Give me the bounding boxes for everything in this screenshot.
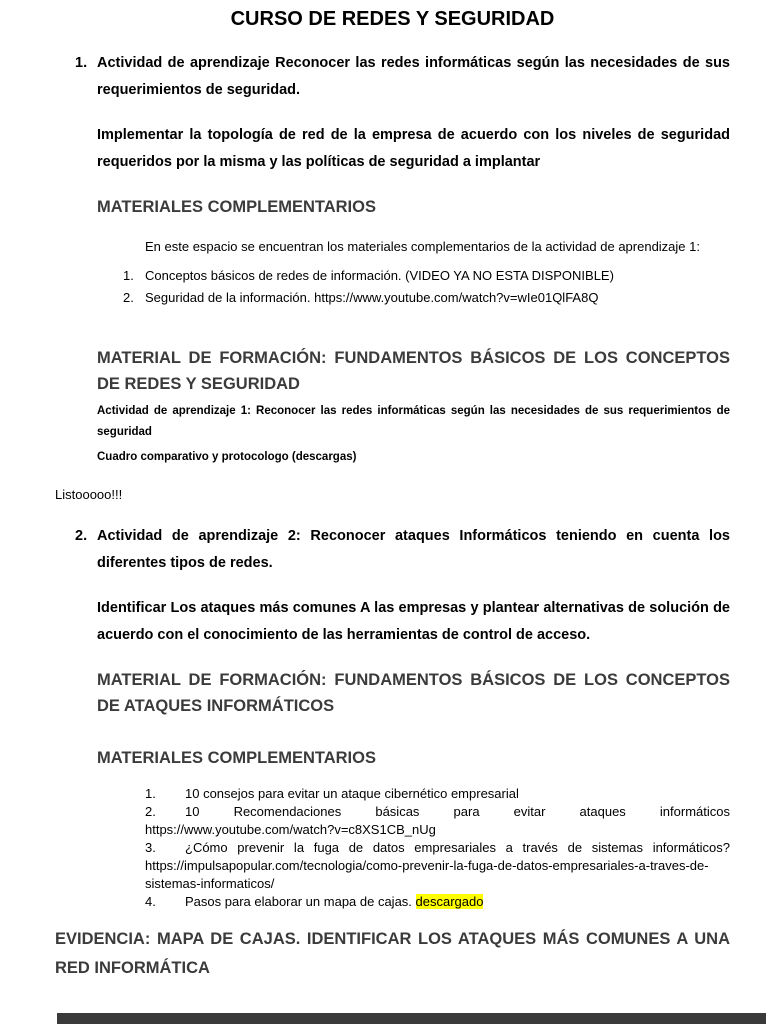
list-number: 1. — [145, 786, 156, 801]
list-item-text: Seguridad de la información. https://www.youtube.com/watch?v=wIe01QlFA8Q — [145, 290, 599, 305]
activity-1-number: 1. — [75, 55, 88, 71]
list-number: 2. — [123, 290, 134, 305]
formation-heading-1: MATERIAL DE FORMACIÓN: FUNDAMENTOS BÁSICOS DE LOS CONCEPTOS DE REDES Y SEGURIDAD — [97, 349, 730, 393]
activity-2-paragraph: Identificar Los ataques más comunes A las empresas y plantear alternativas de solución de acuerdo con el conocimiento de las herramientas de control de acceso. — [97, 600, 730, 643]
list-number: 4. — [145, 894, 156, 909]
list-item — [123, 265, 730, 287]
evidence-heading: EVIDENCIA: MAPA DE CAJAS. IDENTIFICAR LOS ATAQUES MÁS COMUNES A UNA RED INFORMÁTICA — [55, 930, 730, 977]
formation-sub-2: Cuadro comparativo y protocologo (descargas) — [97, 451, 357, 463]
materials-intro-1: En este espacio se encuentran los materiales complementarios de la actividad de aprendizaje 1: — [145, 239, 700, 254]
highlighted-text: descargado — [415, 894, 484, 909]
list-item-text: ¿Cómo prevenir la fuga de datos empresariales a través de sistemas informáticos? https://impulsapopular.com/tecnologia/como-prevenir-la-fuga-de-datos-empresariales-a-traves-de-sistemas-informaticos/ — [145, 840, 730, 891]
list-item-text: Pasos para elaborar un mapa de cajas. — [185, 894, 416, 909]
note-text: Listooooo!!! — [55, 487, 123, 502]
partial-bottom-bar — [57, 1013, 766, 1024]
formation-heading-2: MATERIAL DE FORMACIÓN: FUNDAMENTOS BÁSICOS DE LOS CONCEPTOS DE ATAQUES INFORMÁTICOS — [97, 671, 730, 715]
list-number: 2. — [145, 804, 156, 819]
activity-2-number: 2. — [75, 528, 88, 544]
list-item-text: 10 consejos para evitar un ataque cibernético empresarial — [185, 786, 519, 801]
list-item — [123, 287, 730, 309]
list-number: 3. — [145, 840, 156, 855]
list-item — [145, 893, 730, 911]
materials-heading-1: MATERIALES COMPLEMENTARIOS — [97, 198, 376, 216]
materials-list-2 — [145, 785, 730, 911]
materials-heading-2: MATERIALES COMPLEMENTARIOS — [97, 749, 376, 767]
formation-sub-1: Actividad de aprendizaje 1: Reconocer las redes informáticas según las necesidades de sus requerimientos de seguridad — [97, 405, 730, 438]
activity-1-item — [55, 50, 730, 104]
activity-2-item — [55, 523, 730, 577]
list-item — [145, 803, 730, 839]
activity-1-heading: Actividad de aprendizaje Reconocer las redes informáticas según las necesidades de sus requerimientos de seguridad. — [97, 55, 730, 98]
list-item — [145, 785, 730, 803]
list-item — [145, 839, 730, 893]
list-item-text: 10 Recomendaciones básicas para evitar ataques informáticos https://www.youtube.com/watch?v=c8XS1CB_nUg — [145, 804, 730, 837]
activity-2-heading: Actividad de aprendizaje 2: Reconocer ataques Informáticos teniendo en cuenta los diferentes tipos de redes. — [97, 528, 730, 571]
activity-1-paragraph: Implementar la topología de red de la empresa de acuerdo con los niveles de seguridad requeridos por la misma y las políticas de seguridad a implantar — [97, 127, 730, 170]
list-item-text: Conceptos básicos de redes de información. (VIDEO YA NO ESTA DISPONIBLE) — [145, 268, 614, 283]
list-number: 1. — [123, 268, 134, 283]
materials-list-1 — [123, 265, 730, 309]
page-title: CURSO DE REDES Y SEGURIDAD — [230, 8, 555, 30]
